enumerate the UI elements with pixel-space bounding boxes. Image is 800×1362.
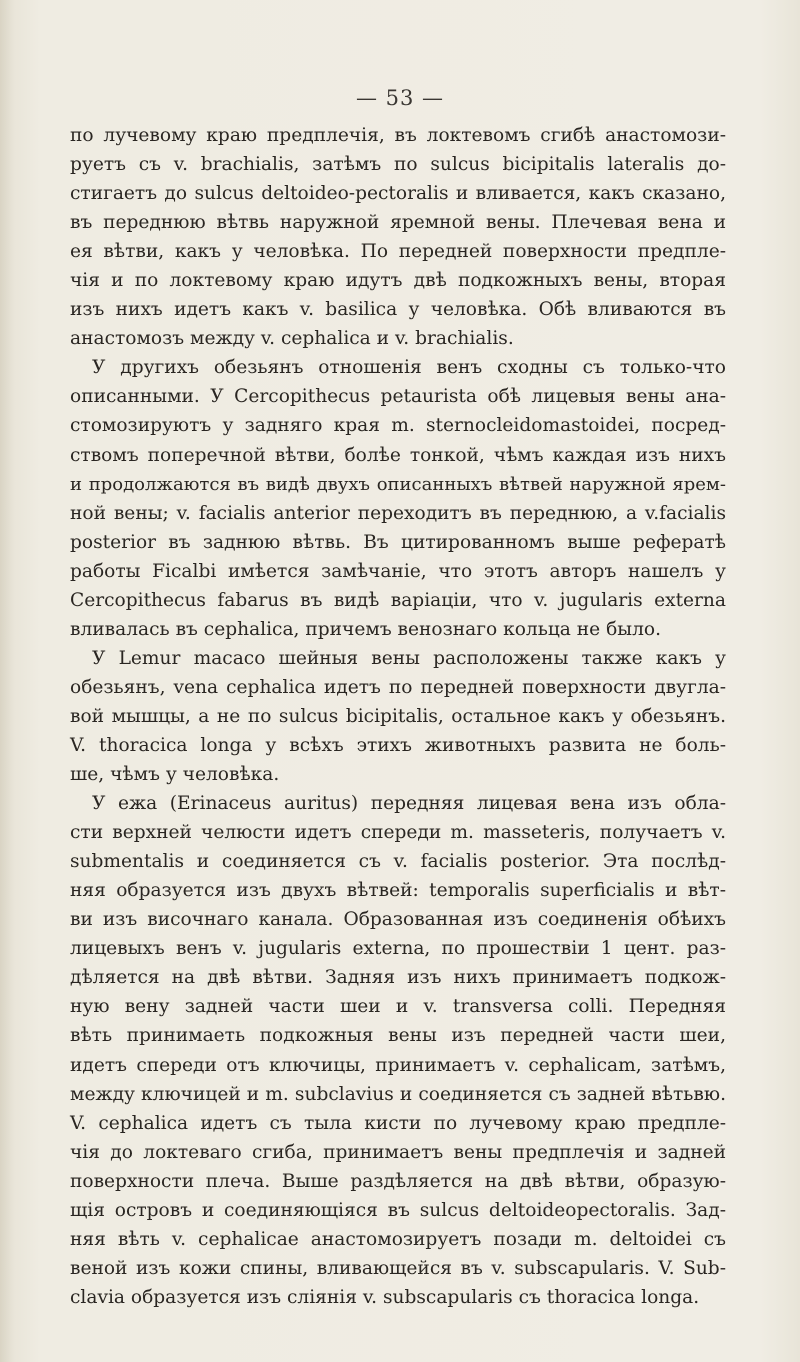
text-line: вливалась въ cephalica, причемъ венознаго кольца не было. <box>70 618 662 640</box>
text-line: V. cephalica идетъ съ тыла кисти по лучевому краю предпле- <box>70 1112 726 1134</box>
body-text <box>70 121 726 1312</box>
text-line: дѣляется на двѣ вѣтви. Задняя изъ нихъ принимаетъ подкож- <box>70 967 726 989</box>
text-line: стомозируютъ у задняго края m. sternocleidomastoidei, посред- <box>70 415 726 437</box>
text-line: анастомозъ между v. cephalica и v. brachialis. <box>70 328 514 350</box>
text-line: няя вѣть v. cephalicae анастомозируетъ позади m. deltoidei съ <box>70 1228 726 1250</box>
text-line: чія и по локтевому краю идутъ двѣ подкожныхъ вены, вторая <box>70 270 726 292</box>
text-line: щія островъ и соединяющіяся въ sulcus deltoideopectoralis. Зад- <box>70 1199 726 1221</box>
text-line: и продолжаются въ видѣ двухъ описанныхъ вѣтвей наружной ярем- <box>70 473 726 495</box>
text-line: ной вены; v. facialis anterior переходитъ въ переднюю, а v.facialis <box>70 502 726 524</box>
page-number: — 53 — <box>355 86 445 110</box>
text-line: ную вену задней части шеи и v. transversa colli. Передняя <box>70 996 726 1018</box>
text-line: ствомъ поперечной вѣтви, болѣе тонкой, чѣмъ каждая изъ нихъ <box>70 444 726 466</box>
text-line: веной изъ кожи спины, вливающейся въ v. subscapularis. V. Sub- <box>70 1257 726 1279</box>
text-line: чія до локтеваго сгиба, принимаетъ вены предплечія и задней <box>70 1141 726 1163</box>
text-line: сти верхней челюсти идетъ спереди m. masseteris, получаетъ v. <box>70 822 726 844</box>
text-line: между ключицей и m. subclavius и соединяется съ задней вѣтьвю. <box>70 1083 726 1105</box>
text-line: изъ нихъ идетъ какъ v. basilica у человѣка. Обѣ вливаются въ <box>70 299 726 321</box>
text-line: идетъ спереди отъ ключицы, принимаетъ v. cephalicam, затѣмъ, <box>70 1054 726 1076</box>
text-line: ви изъ височнаго канала. Образованная изъ соединенія обѣихъ <box>70 909 726 931</box>
text-line: въ переднюю вѣтвь наружной яремной вены. Плечевая вена и <box>70 212 726 234</box>
text-line: по лучевому краю предплечія, въ локтевомъ сгибѣ анастомози- <box>70 125 726 146</box>
text-line: лицевыхъ венъ v. jugularis externa, по прошествіи 1 цент. раз- <box>70 938 726 960</box>
text-line: руетъ съ v. brachialis, затѣмъ по sulcus bicipitalis lateralis до- <box>70 154 726 176</box>
text-line: submentalis и соединяется съ v. facialis posterior. Эта послѣд- <box>70 851 726 873</box>
text-line: ше, чѣмъ у человѣка. <box>70 764 280 786</box>
text-line: У ежа (Erinaceus auritus) передняя лицевая вена изъ обла- <box>92 793 726 815</box>
text-line: описанными. У Cercopithecus petaurista обѣ лицевыя вены ана- <box>70 386 726 408</box>
text-line: posterior въ заднюю вѣтвь. Въ цитированномъ выше рефератѣ <box>70 531 726 553</box>
text-line: няя образуется изъ двухъ вѣтвей: temporalis superficialis и вѣт- <box>70 880 726 902</box>
text-line: clavia образуется изъ сліянія v. subscapularis съ thoracica longa. <box>70 1286 700 1308</box>
text-line: У Lemur macaco шейныя вены расположены также какъ у <box>92 647 726 669</box>
text-line: Cercopithecus fabarus въ видѣ варіаціи, что v. jugularis externa <box>70 589 726 611</box>
text-line: V. thoracica longa у всѣхъ этихъ животныхъ развита не боль- <box>70 734 726 756</box>
text-line: У другихъ обезьянъ отношенія венъ сходны съ только-что <box>92 357 726 379</box>
text-line: поверхности плеча. Выше раздѣляется на двѣ вѣтви, образую- <box>70 1170 726 1192</box>
text-line: ея вѣтви, какъ у человѣка. По передней поверхности предпле- <box>70 241 726 263</box>
text-line: работы Ficalbi имѣется замѣчаніе, что этотъ авторъ нашелъ у <box>70 560 726 582</box>
text-line: вѣть принимаеть подкожныя вены изъ передней части шеи, <box>70 1025 726 1047</box>
text-line: вой мышцы, а не по sulcus bicipitalis, остальное какъ у обезьянъ. <box>70 705 726 727</box>
text-line: стигаетъ до sulcus deltoideo-pectoralis и вливается, какъ сказано, <box>70 183 726 205</box>
text-line: обезьянъ, vena cephalica идетъ по передней поверхности двугла- <box>70 676 726 698</box>
